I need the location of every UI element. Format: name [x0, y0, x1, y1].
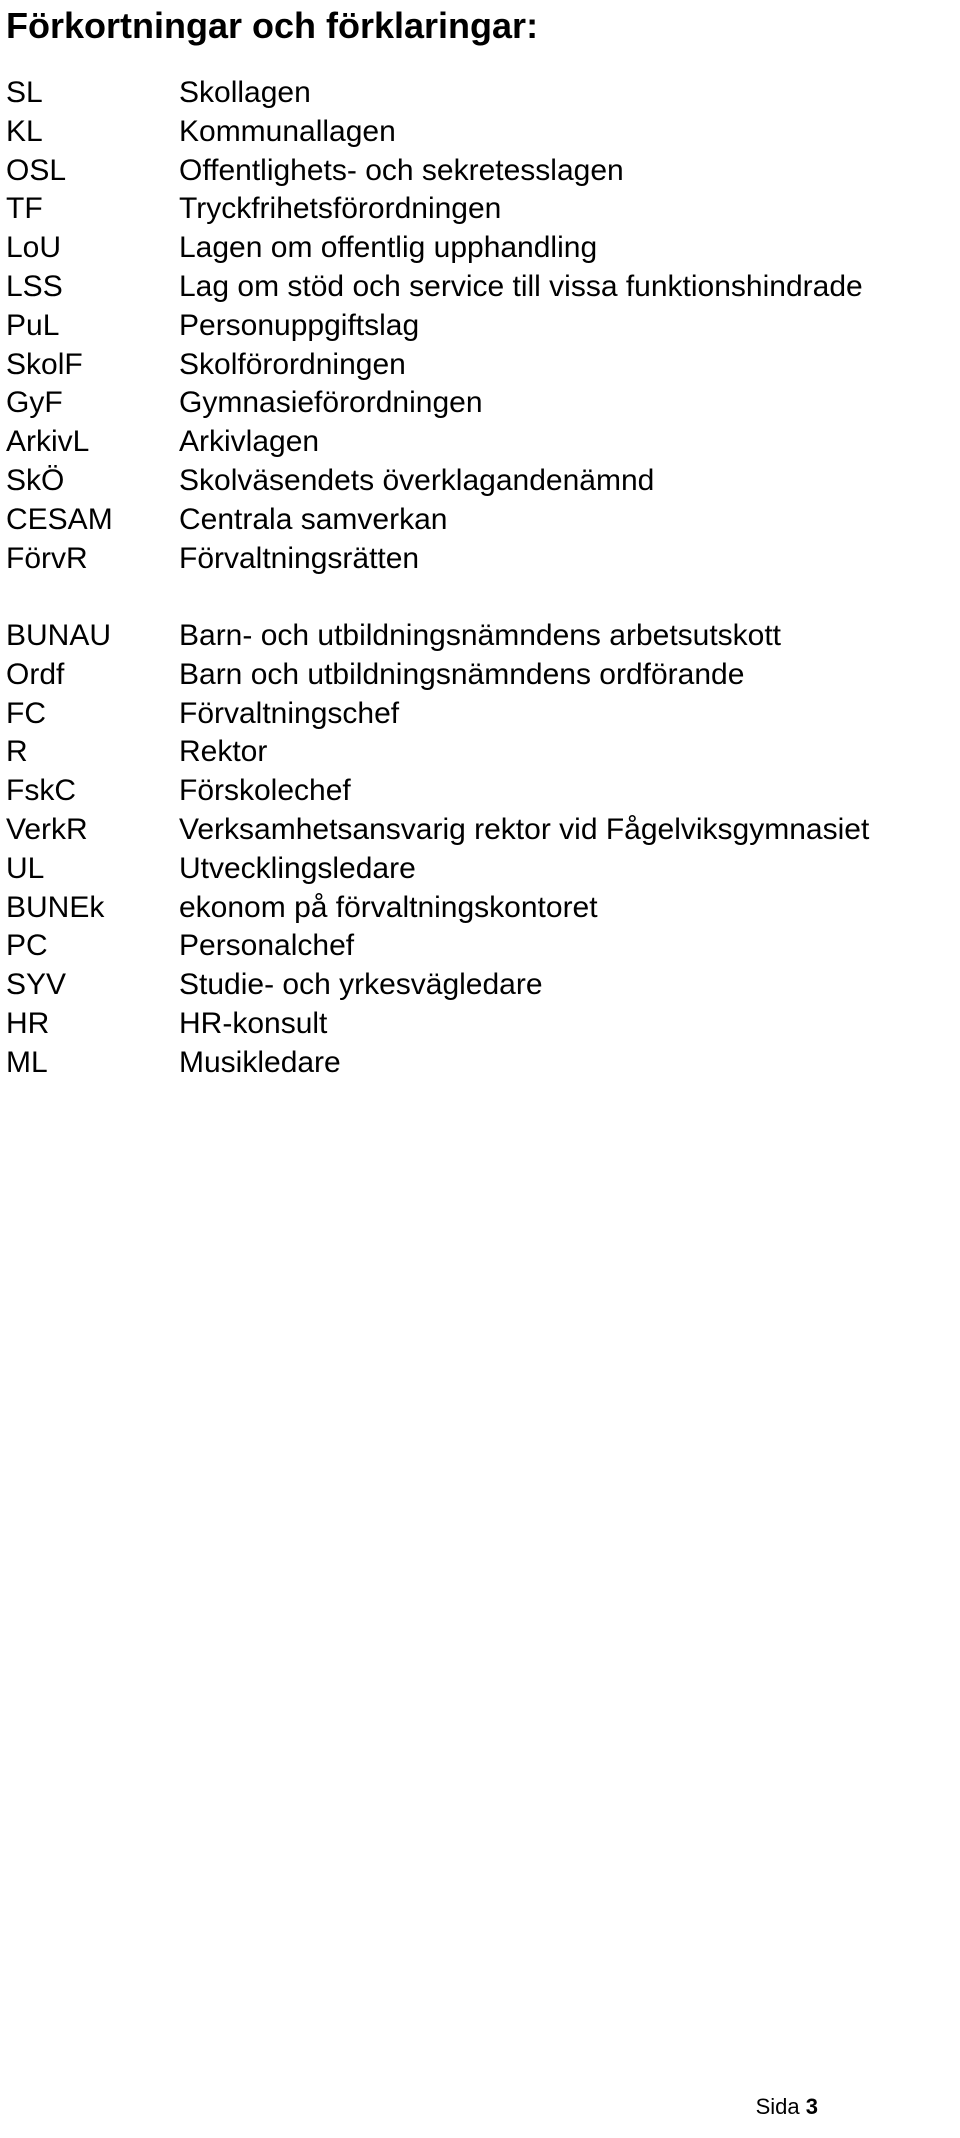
abbreviation-row — [6, 501, 863, 540]
page-number: 3 — [805, 2094, 818, 2119]
abbreviation-code: ML — [6, 1045, 48, 1079]
abbreviation-code: FörvR — [6, 541, 88, 575]
abbreviation-code: PuL — [6, 308, 60, 342]
abbreviation-code: TF — [6, 192, 43, 226]
abbreviation-row — [6, 1044, 869, 1083]
abbreviation-meaning: Kommunallagen — [179, 114, 396, 148]
abbreviation-row — [6, 346, 863, 385]
abbreviation-code: VerkR — [6, 812, 88, 846]
abbreviation-meaning: Rektor — [179, 735, 268, 769]
abbreviation-meaning: Skollagen — [179, 76, 311, 109]
abbreviation-row — [6, 268, 863, 307]
abbreviation-meaning: HR-konsult — [179, 1006, 328, 1040]
abbreviation-row — [6, 307, 863, 346]
abbreviation-meaning: Lag om stöd och service till vissa funktionshindrade — [179, 269, 863, 303]
abbreviation-row — [6, 229, 863, 268]
abbreviation-code: CESAM — [6, 502, 113, 536]
abbreviation-meaning: Personalchef — [179, 929, 355, 963]
abbreviation-row — [6, 927, 869, 966]
abbreviation-row — [6, 889, 869, 928]
abbreviation-meaning: Utvecklingsledare — [179, 851, 416, 885]
abbreviation-code: FC — [6, 696, 46, 730]
abbreviation-row — [6, 695, 869, 734]
abbreviation-code: UL — [6, 851, 45, 885]
abbreviation-meaning: Musikledare — [179, 1045, 341, 1079]
abbreviation-code: SL — [6, 76, 43, 109]
abbreviation-row — [6, 384, 863, 423]
abbreviation-row — [6, 772, 869, 811]
abbreviation-meaning: Gymnasieförordningen — [179, 386, 483, 420]
abbreviation-row — [6, 617, 869, 656]
abbreviation-meaning: ekonom på förvaltningskontoret — [179, 890, 598, 924]
abbreviation-row — [6, 811, 869, 850]
page-title: Förkortningar och förklaringar: — [6, 5, 539, 46]
abbreviation-code: LoU — [6, 231, 62, 265]
abbreviation-row — [6, 190, 863, 229]
abbreviation-row — [6, 966, 869, 1005]
abbreviation-row — [6, 733, 869, 772]
abbreviation-row — [6, 462, 863, 501]
abbreviation-code: SkolF — [6, 347, 83, 381]
abbreviation-code: OSL — [6, 153, 67, 187]
abbreviation-code: BUNAU — [6, 619, 112, 652]
abbreviation-row — [6, 1005, 869, 1044]
abbreviation-row — [6, 656, 869, 695]
abbreviation-code: ArkivL — [6, 425, 90, 459]
abbreviation-meaning: Skolväsendets överklagandenämnd — [179, 463, 655, 497]
abbreviation-code: BUNEk — [6, 890, 105, 924]
abbreviation-meaning: Förvaltningschef — [179, 696, 400, 730]
abbreviation-code: LSS — [6, 269, 63, 303]
abbreviation-row — [6, 113, 863, 152]
abbreviation-row — [6, 152, 863, 191]
page-footer — [756, 2093, 818, 2121]
abbreviation-row — [6, 850, 869, 889]
abbreviation-meaning: Studie- och yrkesvägledare — [179, 968, 543, 1002]
abbreviation-code: SYV — [6, 968, 67, 1002]
abbreviation-meaning: Arkivlagen — [179, 425, 320, 459]
abbreviation-meaning: Barn- och utbildningsnämndens arbetsutskott — [179, 619, 782, 652]
page-label: Sida — [755, 2094, 800, 2119]
abbreviation-list-laws — [6, 74, 863, 578]
abbreviation-meaning: Tryckfrihetsförordningen — [179, 192, 502, 226]
abbreviation-meaning: Förskolechef — [179, 774, 351, 808]
abbreviation-meaning: Skolförordningen — [179, 347, 406, 381]
abbreviation-meaning: Offentlighets- och sekretesslagen — [179, 153, 624, 187]
abbreviation-meaning: Förvaltningsrätten — [179, 541, 420, 575]
abbreviation-row — [6, 540, 863, 579]
abbreviation-code: KL — [6, 114, 43, 148]
abbreviation-list-roles — [6, 617, 869, 1083]
abbreviation-meaning: Lagen om offentlig upphandling — [179, 231, 598, 265]
abbreviation-code: R — [6, 735, 28, 769]
abbreviation-meaning: Barn och utbildningsnämndens ordförande — [179, 657, 745, 691]
abbreviation-code: HR — [6, 1006, 50, 1040]
abbreviation-code: FskC — [6, 774, 76, 808]
abbreviation-code: PC — [6, 929, 48, 963]
abbreviation-meaning: Centrala samverkan — [179, 502, 448, 536]
abbreviation-code: SkÖ — [6, 463, 65, 497]
abbreviation-row — [6, 74, 863, 113]
abbreviation-meaning: Personuppgiftslag — [179, 308, 420, 342]
abbreviation-meaning: Verksamhetsansvarig rektor vid Fågelviksgymnasiet — [179, 812, 870, 846]
abbreviation-code: Ordf — [6, 657, 65, 691]
abbreviation-row — [6, 423, 863, 462]
abbreviation-code: GyF — [6, 386, 63, 420]
